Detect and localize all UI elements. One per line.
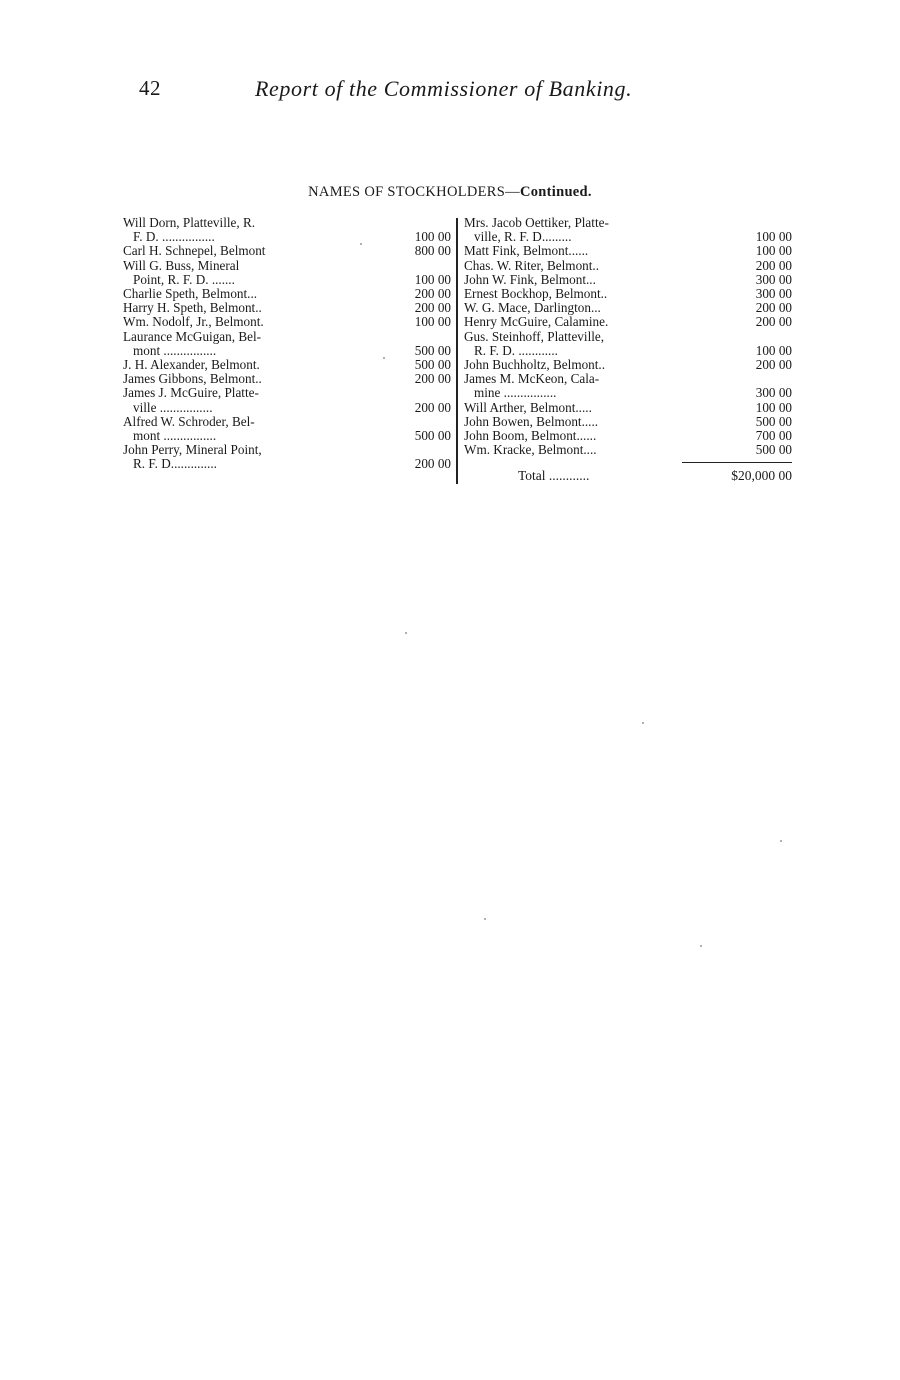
stockholder-name [464,415,682,429]
stockholder-name-line: Mrs. Jacob Oettiker, Platte- [464,216,609,230]
stockholder-entry [464,415,792,429]
stockholder-amount: 300 00 [755,271,792,287]
stockholder-entry [464,273,792,287]
stockholder-entry [464,330,792,358]
stockholder-name-line: Wm. Kracke, Belmont.... [464,443,597,458]
stockholder-entry [464,443,792,457]
stockholder-name [123,330,343,358]
stockholder-entry [123,301,451,315]
stockholder-entry [464,301,792,315]
stockholder-entry [464,358,792,372]
stockholder-name [464,429,682,443]
stockholder-name-line: John Buchholtz, Belmont.. [464,358,606,373]
stockholder-amount: 500 00 [414,342,451,358]
total-rule [682,462,792,463]
stockholder-name-line: mont ................ [133,343,217,358]
scan-speck [700,945,702,947]
stockholder-name-line: James M. McKeon, Cala- [464,372,600,387]
stockholder-amount: 200 00 [414,286,451,302]
stockholder-name-line: ville, R. F. D......... [474,230,572,245]
stockholder-amount: 100 00 [755,399,792,415]
stockholder-entry [464,287,792,301]
stockholder-name-line: James Gibbons, Belmont.. [123,372,262,387]
stockholder-amount: 100 00 [755,342,792,358]
stockholder-name [464,315,682,329]
stockholder-amount: 200 00 [414,456,451,472]
stockholder-name [464,372,682,400]
stockholder-amount: 100 00 [414,314,451,330]
stockholder-name [464,259,682,273]
stockholder-amount: 100 00 [755,243,792,259]
stockholder-entry [123,386,451,414]
stockholder-entry [464,401,792,415]
stockholder-amount: 500 00 [414,357,451,373]
stockholder-amount: 300 00 [755,385,792,401]
stockholder-amount: 200 00 [414,371,451,387]
stockholder-name [464,273,682,287]
stockholder-amount: 500 00 [414,428,451,444]
stockholder-amount: 200 00 [755,357,792,373]
stockholder-name-line: John Boom, Belmont...... [464,429,597,444]
stockholder-entry [123,216,451,244]
scan-speck [405,632,407,634]
scan-speck [642,722,644,724]
stockholder-name-line: Carl H. Schnepel, Belmont [123,244,266,259]
stockholder-amount: 200 00 [755,314,792,330]
scan-speck [780,840,782,842]
total-label: Total ............ [518,468,590,483]
stockholder-name [464,287,682,301]
stockholder-entry [123,244,451,258]
stockholder-entry [123,259,451,287]
stockholder-name-line: Alfred W. Schroder, Bel- [123,414,255,429]
stockholder-amount: 100 00 [755,229,792,245]
stockholder-entry [464,315,792,329]
stockholder-name-line: John Perry, Mineral Point, [123,443,262,458]
total-row [518,468,792,484]
stockholder-name [123,287,343,301]
stockholder-name-line: Wm. Nodolf, Jr., Belmont. [123,315,264,330]
stockholder-amount: 200 00 [414,399,451,415]
stockholder-entry [464,259,792,273]
stockholder-name [464,330,682,358]
stockholder-name [123,443,343,471]
total-amount: $20,000 00 [731,468,792,483]
stockholder-name-line: J. H. Alexander, Belmont. [123,358,260,373]
stockholder-name [464,216,682,244]
stockholder-name [123,415,343,443]
stockholder-name [464,443,682,457]
scan-speck [484,918,486,920]
stockholder-amount: 200 00 [755,257,792,273]
stockholder-name-line: R. F. D.............. [133,457,217,472]
stockholder-entry [464,216,792,244]
stockholder-name [123,372,343,386]
stockholder-name-line: F. D. ................ [133,230,215,245]
stockholders-right-column [464,216,792,457]
stockholder-name-line: Gus. Steinhoff, Platteville, [464,329,605,344]
stockholder-name [464,358,682,372]
scan-speck [383,357,385,359]
stockholder-name-line: James J. McGuire, Platte- [123,386,259,401]
stockholder-amount: 100 00 [414,271,451,287]
stockholder-entry [464,429,792,443]
stockholder-amount: 500 00 [755,413,792,429]
stockholder-name-line: Harry H. Speth, Belmont.. [123,301,262,316]
stockholder-amount: 800 00 [414,243,451,259]
stockholder-name [123,244,343,258]
stockholder-entry [123,330,451,358]
column-divider [456,218,458,484]
stockholder-name-line: Laurance McGuigan, Bel- [123,329,262,344]
stockholder-entry [123,372,451,386]
stockholder-name-line: ville ................ [133,400,213,415]
stockholder-name [464,401,682,415]
stockholder-name [464,301,682,315]
stockholder-name [123,259,343,287]
stockholder-amount: 100 00 [414,229,451,245]
stockholder-name-line: John W. Fink, Belmont... [464,272,596,287]
stockholder-name-line: Charlie Speth, Belmont... [123,287,258,302]
stockholders-left-column [123,216,451,472]
stockholder-name-line: Chas. W. Riter, Belmont.. [464,258,600,273]
stockholder-amount: 200 00 [755,300,792,316]
stockholder-name [123,386,343,414]
stockholder-amount: 300 00 [755,286,792,302]
stockholder-entry [464,372,792,400]
stockholder-name-line: Will G. Buss, Mineral [123,258,240,273]
stockholder-name-line: Point, R. F. D. ....... [133,272,235,287]
stockholder-name-line: Henry McGuire, Calamine. [464,315,609,330]
stockholder-name-line: W. G. Mace, Darlington... [464,301,601,316]
stockholder-entry [123,315,451,329]
stockholder-name [464,244,682,258]
stockholder-name [123,216,343,244]
stockholder-name [123,301,343,315]
scan-speck [360,243,362,245]
section-title-continued: Continued. [519,184,592,200]
stockholder-name-line: R. F. D. ............ [474,343,558,358]
stockholder-entry [464,244,792,258]
stockholder-name-line: Ernest Bockhop, Belmont.. [464,287,608,302]
stockholder-name-line: John Bowen, Belmont..... [464,414,599,429]
stockholder-name-line: mont ................ [133,429,217,444]
stockholder-entry [123,287,451,301]
stockholder-amount: 200 00 [414,300,451,316]
stockholder-entry [123,443,451,471]
section-title [0,184,900,201]
stockholder-name [123,315,343,329]
stockholder-name [123,358,343,372]
stockholder-name-line: Will Dorn, Platteville, R. [123,216,256,230]
page-number: 42 [139,76,161,100]
stockholder-entry [123,358,451,372]
stockholder-name-line: mine ................ [474,386,557,401]
running-title: Report of the Commissioner of Banking. [255,76,633,101]
stockholder-name-line: Matt Fink, Belmont...... [464,244,589,259]
stockholder-amount: 700 00 [755,428,792,444]
stockholder-name-line: Will Arther, Belmont..... [464,400,592,415]
section-title-main: NAMES OF STOCKHOLDERS— [308,184,520,200]
stockholder-entry [123,415,451,443]
stockholder-amount: 500 00 [755,442,792,458]
